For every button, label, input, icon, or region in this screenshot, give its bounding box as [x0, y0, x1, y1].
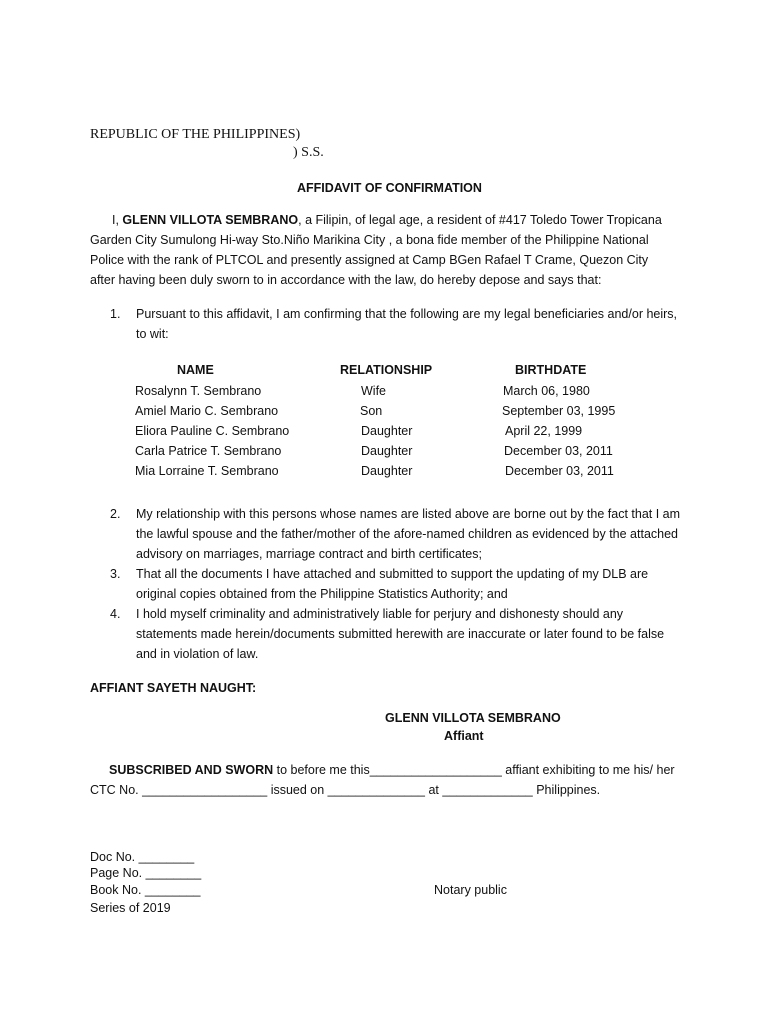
beneficiary-name: Eliora Pauline C. Sembrano — [135, 424, 290, 438]
venue-republic: REPUBLIC OF THE PHILIPPINES) — [90, 127, 301, 142]
intro-paragraph — [90, 210, 675, 290]
affiant-sayeth: AFFIANT SAYETH NAUGHT: — [90, 681, 257, 695]
beneficiary-relationship: Son — [360, 404, 383, 418]
beneficiary-relationship: Wife — [361, 384, 386, 398]
doc-number: Doc No. ________ — [90, 850, 195, 864]
table-row — [135, 404, 655, 424]
beneficiaries-header-row — [135, 363, 655, 383]
header-relationship: RELATIONSHIP — [340, 363, 433, 377]
page-number: Page No. ________ — [90, 866, 202, 880]
list-number: 2. — [110, 507, 121, 521]
beneficiary-relationship: Daughter — [361, 464, 413, 478]
document-title: AFFIDAVIT OF CONFIRMATION — [297, 181, 482, 195]
beneficiary-name: Rosalynn T. Sembrano — [135, 384, 262, 398]
beneficiary-birthdate: April 22, 1999 — [505, 424, 583, 438]
jurat-line-1 — [90, 763, 690, 777]
book-number: Book No. ________ — [90, 883, 201, 897]
list-text: That all the documents I have attached and submitted to support the updating of my DLB are original copies obtained from the Philippine Statistics Authority; and — [136, 567, 649, 601]
beneficiary-birthdate: March 06, 1980 — [503, 384, 590, 398]
header-name: NAME — [177, 363, 214, 377]
table-row — [135, 464, 655, 484]
signature-name: GLENN VILLOTA SEMBRANO — [385, 711, 561, 725]
intro-lead: I, — [112, 213, 123, 227]
venue-ss: ) S.S. — [293, 145, 324, 160]
beneficiary-relationship: Daughter — [361, 444, 413, 458]
jurat-lead: SUBSCRIBED AND SWORN — [109, 763, 274, 777]
beneficiary-relationship: Daughter — [361, 424, 413, 438]
jurat-text: to before me this___________________ affiant exhibiting to me his/ her — [273, 763, 675, 777]
intro-body: , a Filipin, of legal age, a resident of #417 Toledo Tower Tropicana Garden City Sumulong Hi-way Sto.Niño Marikina City , a bona fide member of the Philippine National Police with the rank of PLTCOL and presently assigned at Camp BGen Rafael T Crame, Quezon City after having been duly sworn to in accordance with the law, do hereby depose and says that: — [90, 213, 662, 287]
list-text: I hold myself criminality and administratively liable for perjury and dishonesty should any statements made herein/documents submitted herewith are inaccurate or later found to be false and in violation of law. — [136, 607, 665, 661]
beneficiary-name: Amiel Mario C. Sembrano — [135, 404, 279, 418]
jurat-line-2: CTC No. __________________ issued on ______________ at _____________ Philippines. — [90, 783, 601, 797]
beneficiary-birthdate: December 03, 2011 — [505, 464, 614, 478]
table-row — [135, 424, 655, 444]
list-text: Pursuant to this affidavit, I am confirming that the following are my legal beneficiaries and/or heirs, to wit: — [136, 307, 678, 341]
list-number: 1. — [110, 307, 121, 321]
header-birthdate: BIRTHDATE — [515, 363, 587, 377]
beneficiary-name: Carla Patrice T. Sembrano — [135, 444, 282, 458]
signature-role: Affiant — [444, 729, 484, 743]
beneficiary-name: Mia Lorraine T. Sembrano — [135, 464, 279, 478]
series-year: Series of 2019 — [90, 901, 171, 915]
affiant-name-inline: GLENN VILLOTA SEMBRANO — [122, 213, 299, 227]
list-text: My relationship with this persons whose names are listed above are borne out by the fact that I am the lawful spouse and the father/mother of the afore-named children as evidenced by the attached advisory on marriages, marriage contract and birth certificates; — [136, 507, 681, 561]
list-number: 4. — [110, 607, 121, 621]
beneficiary-birthdate: December 03, 2011 — [504, 444, 613, 458]
table-row — [135, 384, 655, 404]
list-number: 3. — [110, 567, 121, 581]
table-row — [135, 444, 655, 464]
beneficiary-birthdate: September 03, 1995 — [502, 404, 616, 418]
notary-public-label: Notary public — [434, 883, 507, 897]
